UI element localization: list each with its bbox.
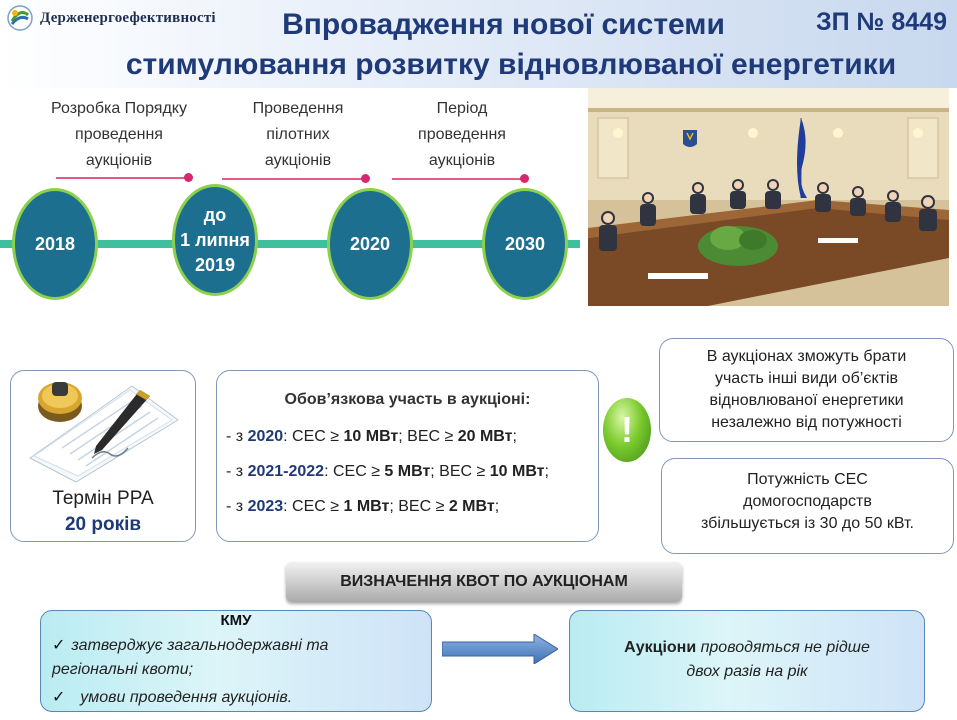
ppa-value: 20 років: [64, 514, 142, 535]
phase-3-line1: Період: [436, 100, 488, 117]
note-other-line4: незалежно від потужності: [711, 414, 902, 431]
phase-1-line2: проведення: [75, 126, 163, 143]
phase-3-line3: аукціонів: [428, 152, 496, 169]
kmu-item-1-line1: затверджує загальнодержавні та: [71, 637, 329, 654]
phase-2-line: [222, 178, 364, 180]
item-2-sep: ; ВЕС ≥: [430, 463, 490, 480]
meeting-photo: [588, 88, 949, 306]
kmu-title: КМУ: [220, 612, 252, 629]
item-1-ces-label: : СЕС ≥: [283, 428, 344, 445]
check-icon: ✓: [52, 637, 66, 654]
item-3-sep: ; ВЕС ≥: [389, 498, 449, 515]
document-pen-icon: [22, 376, 184, 484]
kmu-item-2: [52, 686, 292, 710]
note-ces-line2: домогосподарств: [743, 493, 872, 510]
auction-text-part1: проводяться не рідше: [696, 639, 870, 656]
note-other-objects-text: [659, 346, 954, 434]
note-household-ces-text: [661, 469, 954, 535]
ppa-title: Термін PPA: [52, 488, 154, 509]
note-other-line1: В аукціонах зможуть брати: [706, 348, 907, 365]
phase-2-line2: пілотних: [266, 126, 330, 143]
phase-2-dot: [361, 174, 370, 183]
quota-header: ВИЗНАЧЕННЯ КВОТ ПО АУКЦІОНАМ: [286, 562, 682, 602]
item-3-prefix: - з: [226, 498, 248, 515]
check-icon: ✓: [52, 689, 66, 706]
item-3-ces: 1 МВт: [343, 498, 390, 515]
phase-label-1: [30, 96, 208, 174]
item-1-year: 2020: [247, 428, 284, 445]
participation-item-1: [226, 428, 517, 446]
phase-1-line3: аукціонів: [85, 152, 153, 169]
exclamation-icon: !: [603, 398, 651, 462]
note-other-line3: відновлюваної енергетики: [709, 392, 904, 409]
phase-3-dot: [520, 174, 529, 183]
timeline-node-2030: [482, 188, 568, 300]
auction-text: [569, 636, 925, 684]
phase-1-dot: [184, 173, 193, 182]
org-name: Держенергоефективності: [40, 10, 216, 26]
item-2-ves: 10 МВт: [489, 463, 545, 480]
phase-label-3: [384, 96, 540, 174]
item-2-ces: 5 МВт: [384, 463, 431, 480]
participation-item-2: [226, 463, 549, 481]
node-2019-line1: до: [203, 204, 227, 225]
kmu-item-1-line2: регіональні квоти;: [52, 661, 194, 678]
item-1-sep: ; ВЕС ≥: [398, 428, 458, 445]
item-1-prefix: - з: [226, 428, 248, 445]
item-2-end: ;: [544, 463, 549, 480]
item-3-end: ;: [494, 498, 500, 515]
kmu-item-1: [52, 634, 328, 682]
node-2018-label: 2018: [34, 233, 76, 254]
participation-title: Обов’язкова участь в аукціоні:: [284, 391, 531, 408]
phase-2-line3: аукціонів: [264, 152, 332, 169]
item-2-ces-label: : СЕС ≥: [324, 463, 385, 480]
timeline-node-2020: [327, 188, 413, 300]
item-1-end: ;: [512, 428, 517, 445]
note-ces-line1: Потужність СЕС: [747, 471, 868, 488]
note-ces-line3: збільшується із 30 до 50 кВт.: [701, 515, 914, 532]
item-3-ves: 2 МВт: [448, 498, 495, 515]
phase-3-line: [392, 178, 522, 180]
node-2019-line3: 2019: [194, 254, 236, 275]
auction-text-part2: двох разів на рік: [686, 663, 808, 680]
page-title: Впровадження нової системи: [282, 8, 725, 41]
phase-1-line: [56, 177, 186, 179]
item-3-year: 2023: [247, 498, 284, 515]
auction-text-bold: Аукціони: [624, 639, 697, 656]
node-2019-line2: 1 липня: [180, 229, 250, 250]
item-1-ves: 20 МВт: [457, 428, 513, 445]
phase-1-line1: Розробка Порядку: [51, 100, 187, 117]
arrow-right-icon: [442, 634, 558, 664]
phase-2-line1: Проведення: [252, 100, 344, 117]
page-subtitle: стимулювання розвитку відновлюваної енергетики: [125, 48, 897, 81]
kmu-item-2-text: умови проведення аукціонів.: [80, 689, 293, 706]
note-other-line2: участь інші види об’єктів: [714, 370, 899, 387]
item-2-prefix: - з: [226, 463, 248, 480]
timeline-node-2019: [172, 184, 258, 296]
item-3-ces-label: : СЕС ≥: [283, 498, 344, 515]
timeline-node-2018: [12, 188, 98, 300]
node-2020-label: 2020: [349, 233, 391, 254]
doc-number: ЗП № 8449: [815, 8, 947, 36]
item-2-year: 2021-2022: [247, 463, 325, 480]
phase-3-line2: проведення: [418, 126, 506, 143]
node-2030-label: 2030: [504, 233, 546, 254]
participation-item-3: [226, 498, 499, 516]
item-1-ces: 10 МВт: [343, 428, 399, 445]
phase-label-2: [220, 96, 376, 174]
